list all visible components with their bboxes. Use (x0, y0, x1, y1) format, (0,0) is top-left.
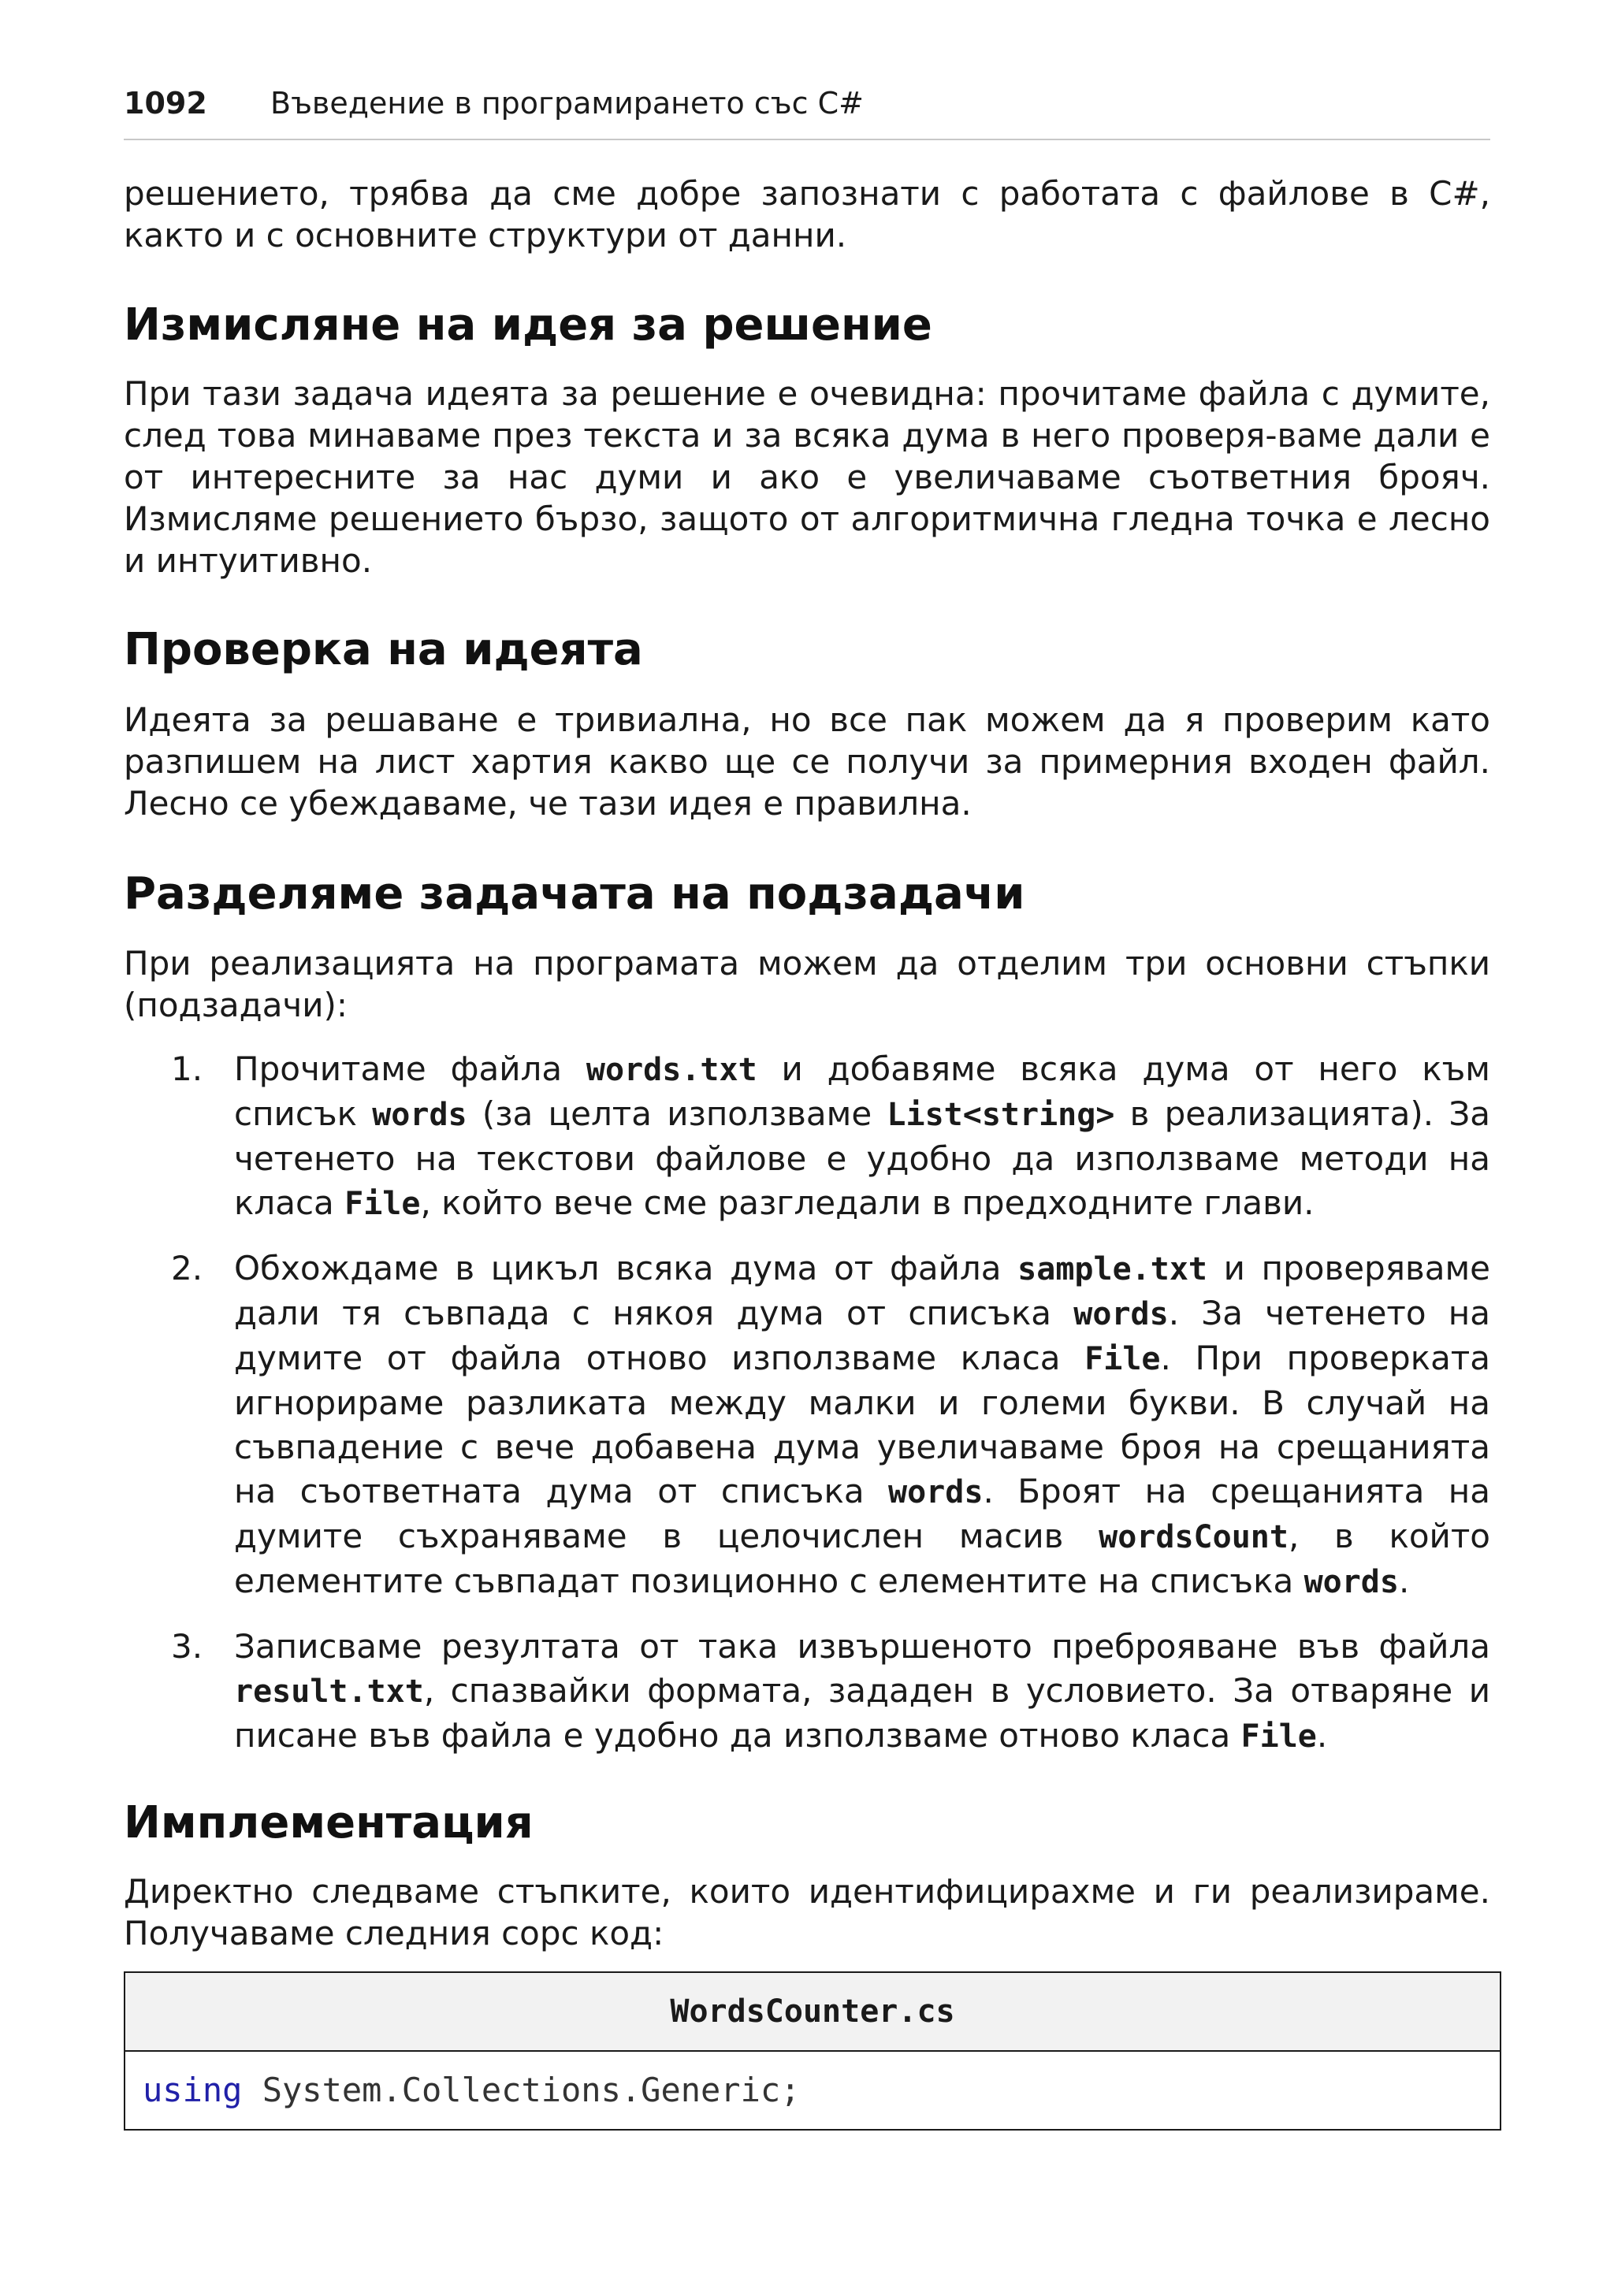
list-item-text: , в който елементите съвпадат позиционно с елементите на списъка (234, 1517, 1490, 1600)
inline-code: sample.txt (1017, 1251, 1207, 1287)
list-item-text: . Броят на срещанията на думите съхраняваме в целочислен масив (234, 1472, 1490, 1555)
page-number: 1092 (124, 86, 207, 121)
inline-code: words.txt (586, 1052, 757, 1088)
inline-code: result.txt (234, 1674, 424, 1710)
paragraph-check: Идеята за решаване е тривиална, но все пак можем да я проверим като разпишем на лист хартия какво ще се получи за примерния входен файл. Лесно се убеждаваме, че тази идея е правилна. (124, 700, 1490, 823)
list-item-text: (за целта използваме (467, 1094, 887, 1133)
steps-list (124, 1047, 1490, 1759)
inline-code: wordsCount (1099, 1519, 1289, 1555)
running-header (124, 84, 1490, 140)
list-item-text: Прочитаме файла (234, 1050, 586, 1088)
list-item-text: . (1398, 1562, 1410, 1600)
list-item-text: , спазвайки формата, зададен в условието. За отваряне и писане във файла е удобно да използваме отново класа (234, 1671, 1490, 1755)
heading-implementation: Имплементация (124, 1797, 534, 1848)
paragraph-split: При реализацията на програмата можем да отделим три основни стъпки (подзадачи): (124, 944, 1490, 1024)
list-item (124, 1047, 1490, 1226)
list-item-text: . При проверката игнорираме разликата между малки и големи букви. В случай на съвпадение с вече добавена дума увеличаваме броя на срещанията на съответната дума от списъка (234, 1339, 1491, 1510)
heading-split: Разделяме задачата на подзадачи (124, 868, 1025, 920)
intro-paragraph: решението, трябва да сме добре запознати с работата с файлове в C#, както и с основните структури от данни. (124, 174, 1490, 254)
list-item-number: 2. (171, 1249, 203, 1287)
code-keyword: using (143, 2071, 243, 2109)
list-item-text: Обхождаме в цикъл всяка дума от файла (234, 1249, 1018, 1287)
code-line (125, 2052, 1500, 2129)
inline-code: words (1303, 1564, 1399, 1600)
list-item-text: Записваме резултата от така извършеното преброяване във файла (234, 1627, 1490, 1666)
inline-code: File (344, 1186, 421, 1222)
list-item (124, 1246, 1490, 1604)
inline-code: words (888, 1474, 984, 1510)
list-item-text: и добавяме всяка дума от него към списък (234, 1050, 1490, 1133)
list-item-text: в реализацията). За четенето на текстови файлове е удобно да използваме методи на класа (234, 1094, 1490, 1222)
list-item-text: . (1316, 1716, 1328, 1755)
list-item-number: 3. (171, 1627, 203, 1666)
inline-code: words (372, 1097, 467, 1133)
list-item-text: и проверяваме дали тя съвпада с някоя дума от списъка (234, 1249, 1490, 1332)
book-title: Въведение в програмирането със C# (270, 86, 864, 121)
paragraph-idea: При тази задача идеята за решение е очевидна: прочитаме файла с думите, след това минаваме през текста и за всяка дума в него проверя-ваме дали е от интересните за нас думи и ако е увеличаваме съответния брояч. Измисляме решението бързо, защото от алгоритмична гледна точка е лесно и интуитивно. (124, 374, 1490, 580)
list-item (124, 1625, 1490, 1759)
heading-check: Проверка на идеята (124, 624, 643, 675)
list-item-text: . За четенето на думите от файла отново използваме класа (234, 1294, 1491, 1377)
list-item-text: , който вече сме разгледали в предходните глави. (420, 1183, 1315, 1222)
code-listing-title: WordsCounter.cs (125, 1973, 1500, 2052)
heading-idea: Измисляне на идея за решение (124, 299, 932, 351)
paragraph-implementation: Директно следваме стъпките, които идентифицирахме и ги реализираме. Получаваме следния сорс код: (124, 1872, 1490, 1952)
code-listing (124, 1971, 1501, 2131)
inline-code: words (1073, 1296, 1169, 1332)
list-item-number: 1. (171, 1050, 203, 1088)
code-text: System.Collections.Generic; (242, 2071, 801, 2109)
inline-code: File (1240, 1718, 1317, 1755)
inline-code: List<string> (887, 1097, 1115, 1133)
inline-code: File (1084, 1341, 1161, 1377)
